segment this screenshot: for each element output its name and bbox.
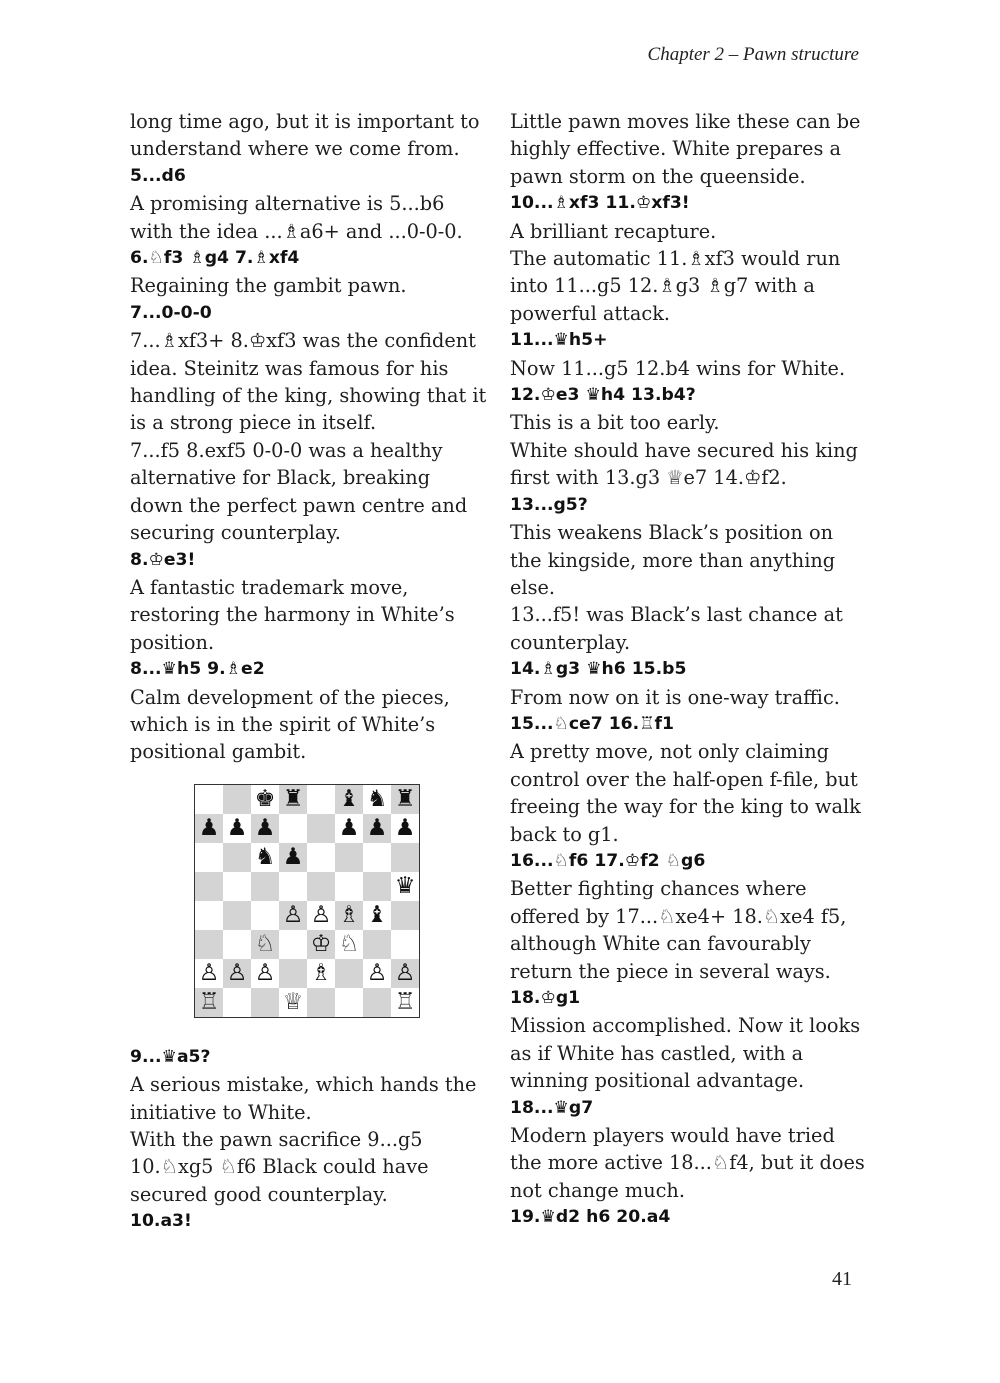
board-square-c7: ♟ <box>251 814 279 843</box>
commentary-paragraph: With the pawn sacrifice 9...g5 10.♘xg5 ♘f6 Black could have secured good counterplay. <box>130 1127 429 1206</box>
move-notation: 18.♔g1 <box>510 988 581 1008</box>
board-square-d5 <box>279 872 307 901</box>
commentary-paragraph: 13...f5! was Black’s last chance at counterplay. <box>510 603 843 654</box>
board-square-g4: ♝ <box>363 901 391 930</box>
commentary-paragraph: A brilliant recapture. <box>510 219 717 243</box>
chess-diagram <box>194 784 420 1018</box>
move-notation: 12.♔e3 ♛h4 13.b4? <box>510 385 696 406</box>
board-square-b5 <box>223 872 251 901</box>
board-square-g6 <box>363 843 391 872</box>
board-square-g2: ♙ <box>363 959 391 988</box>
board-square-d8: ♜ <box>279 785 307 814</box>
board-square-c3: ♘ <box>251 930 279 959</box>
board-square-d2 <box>279 959 307 988</box>
board-square-g1 <box>363 988 391 1017</box>
board-square-e5 <box>307 872 335 901</box>
board-square-h4 <box>391 901 419 930</box>
commentary-paragraph: Better fighting chances where offered by 17...♘xe4+ 18.♘xe4 f5, although White can favourably return the piece in several ways. <box>510 877 847 983</box>
board-square-d4: ♙ <box>279 901 307 930</box>
board-square-h8: ♜ <box>391 785 419 814</box>
board-square-b2: ♙ <box>223 959 251 988</box>
board-square-g5 <box>363 872 391 901</box>
commentary-paragraph: This is a bit too early. <box>510 411 720 435</box>
board-square-g7: ♟ <box>363 814 391 843</box>
board-square-e2: ♗ <box>307 959 335 988</box>
board-square-h1: ♖ <box>391 988 419 1017</box>
board-square-h7: ♟ <box>391 814 419 843</box>
move-notation: 8.♔e3! <box>130 549 196 570</box>
board-square-e8 <box>307 785 335 814</box>
board-square-c8: ♚ <box>251 785 279 814</box>
board-square-c1 <box>251 988 279 1017</box>
board-square-d7 <box>279 814 307 843</box>
board-square-b7: ♟ <box>223 814 251 843</box>
board-square-a2: ♙ <box>195 959 223 988</box>
board-square-f3: ♘ <box>335 930 363 959</box>
board-square-b3 <box>223 930 251 959</box>
board-square-c4 <box>251 901 279 930</box>
board-square-h2: ♙ <box>391 959 419 988</box>
board-square-f2 <box>335 959 363 988</box>
board-square-d1: ♕ <box>279 988 307 1017</box>
board-square-g8: ♞ <box>363 785 391 814</box>
board-square-a8 <box>195 785 223 814</box>
board-square-a5 <box>195 872 223 901</box>
commentary-paragraph: Calm development of the pieces, which is in the spirit of White’s positional gambit. <box>130 685 450 764</box>
board-square-a7: ♟ <box>195 814 223 843</box>
running-header: Chapter 2 – Pawn structure <box>647 44 859 65</box>
board-square-e4: ♙ <box>307 901 335 930</box>
board-square-f5 <box>335 872 363 901</box>
commentary-paragraph: A pretty move, not only claiming control over the half-open f-file, but freeing the way for the king to walk back to g1. <box>510 740 861 846</box>
board-square-a6 <box>195 843 223 872</box>
commentary-paragraph: long time ago, but it is important to understand where we come from. <box>130 110 480 161</box>
move-notation: 10...♗xf3 11.♔xf3! <box>510 193 690 214</box>
board-square-f7: ♟ <box>335 814 363 843</box>
board-square-d3 <box>279 930 307 959</box>
commentary-paragraph: A fantastic trademark move, restoring the harmony in White’s position. <box>130 575 455 654</box>
board-square-h6 <box>391 843 419 872</box>
move-notation: 5...d6 <box>130 165 186 186</box>
page-number: 41 <box>832 1268 852 1290</box>
board-square-a4 <box>195 901 223 930</box>
move-notation: 6.♘f3 ♗g4 7.♗xf4 <box>130 248 300 269</box>
board-square-h3 <box>391 930 419 959</box>
board-square-b6 <box>223 843 251 872</box>
commentary-paragraph: Little pawn moves like these can be highly effective. White prepares a pawn storm on the queenside. <box>510 110 861 188</box>
board-square-c2: ♙ <box>251 959 279 988</box>
board-square-c6: ♞ <box>251 843 279 872</box>
move-notation: 19.♛d2 h6 20.a4 <box>510 1207 671 1228</box>
board-square-b1 <box>223 988 251 1017</box>
commentary-paragraph: This weakens Black’s position on the kingside, more than anything else. <box>510 521 836 599</box>
move-notation: 9...♛a5? <box>130 1046 211 1067</box>
board-square-e7 <box>307 814 335 843</box>
board-square-g3 <box>363 930 391 959</box>
move-notation: 15...♘ce7 16.♖f1 <box>510 713 674 734</box>
board-square-a3 <box>195 930 223 959</box>
board-square-f6 <box>335 843 363 872</box>
move-notation: 16...♘f6 17.♔f2 ♘g6 <box>510 850 706 871</box>
board-square-d6: ♟ <box>279 843 307 872</box>
board-square-e3: ♔ <box>307 930 335 959</box>
board-square-b4 <box>223 901 251 930</box>
commentary-paragraph: Regaining the gambit pawn. <box>130 274 407 298</box>
commentary-paragraph: Modern players would have tried the more active 18...♘f4, but it does not change much. <box>510 1124 865 1202</box>
board-square-c5 <box>251 872 279 901</box>
board-square-a1: ♖ <box>195 988 223 1017</box>
board-square-f8: ♝ <box>335 785 363 814</box>
commentary-paragraph: White should have secured his king first with 13.g3 ♕e7 14.♔f2. <box>510 438 858 490</box>
left-column <box>130 108 488 1236</box>
move-notation: 14.♗g3 ♛h6 15.b5 <box>510 659 687 680</box>
move-notation: 8...♛h5 9.♗e2 <box>130 659 265 680</box>
commentary-paragraph: Now 11...g5 12.b4 wins for White. <box>510 356 846 380</box>
commentary-paragraph: From now on it is one-way traffic. <box>510 685 840 709</box>
commentary-paragraph: 7...f5 8.exf5 0-0-0 was a healthy alternative for Black, breaking down the perfect pawn centre and securing counterplay. <box>130 438 468 545</box>
board-square-e6 <box>307 843 335 872</box>
commentary-paragraph: A promising alternative is 5...b6 with the idea ...♗a6+ and ...0-0-0. <box>130 192 463 243</box>
move-notation: 7...0-0-0 <box>130 302 212 323</box>
move-notation: 18...♛g7 <box>510 1097 594 1118</box>
move-notation: 10.a3! <box>130 1211 192 1232</box>
right-column <box>510 108 868 1232</box>
commentary-paragraph: Mission accomplished. Now it looks as if White has castled, with a winning positional advantage. <box>510 1014 861 1093</box>
board-square-f1 <box>335 988 363 1017</box>
board-square-e1 <box>307 988 335 1017</box>
board-square-b8 <box>223 785 251 814</box>
board-square-h5: ♛ <box>391 872 419 901</box>
move-notation: 11...♛h5+ <box>510 330 608 351</box>
commentary-paragraph: A serious mistake, which hands the initiative to White. <box>130 1073 477 1124</box>
move-notation: 13...g5? <box>510 494 588 515</box>
commentary-paragraph: 7...♗xf3+ 8.♔xf3 was the confident idea. Steinitz was famous for his handling of the king, showing that it is a strong piece in itself. <box>130 329 487 435</box>
board-square-f4: ♗ <box>335 901 363 930</box>
commentary-paragraph: The automatic 11.♗xf3 would run into 11...g5 12.♗g3 ♗g7 with a powerful attack. <box>510 247 841 325</box>
